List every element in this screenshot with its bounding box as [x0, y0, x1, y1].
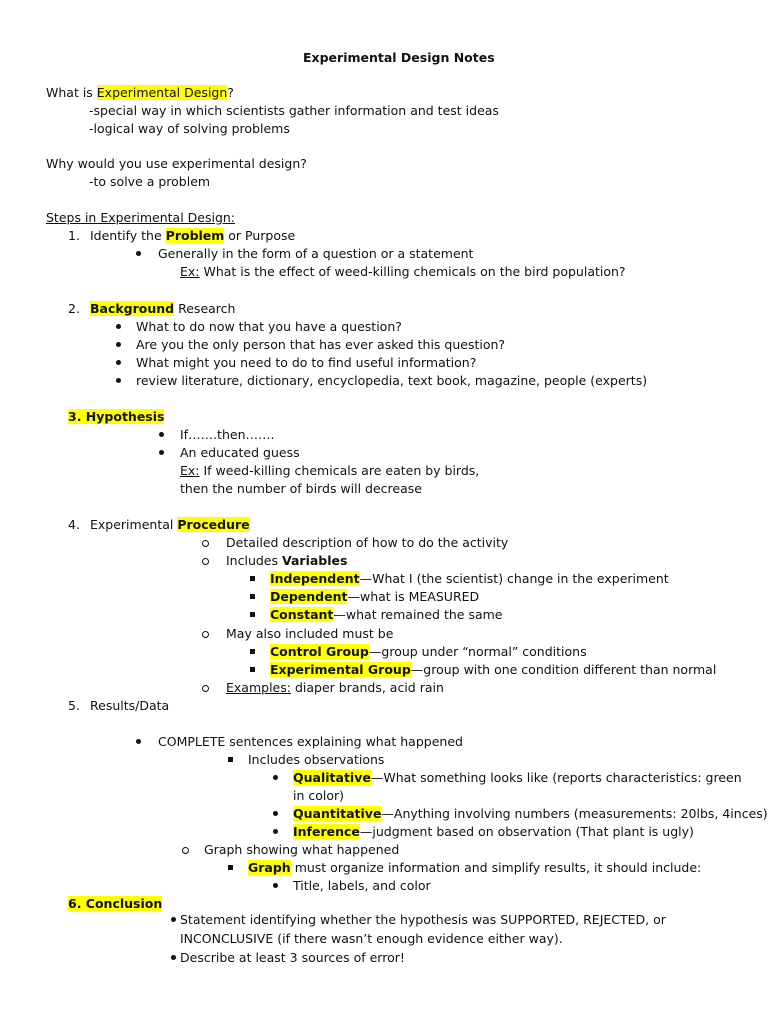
step-number: 4.	[68, 517, 80, 532]
step-number: 2.	[68, 301, 80, 316]
list-item: Examples: diaper brands, acid rain	[226, 680, 444, 695]
answer-line: -to solve a problem	[89, 174, 211, 189]
list-item: If…….then…….	[180, 427, 275, 442]
highlight-conclusion: 6. Conclusion	[68, 896, 163, 911]
example-line: then the number of birds will decrease	[180, 481, 422, 496]
highlight-control-group: Control Group	[270, 644, 369, 659]
step-1-label: Identify the Problem or Purpose	[90, 228, 296, 243]
page-title: Experimental Design Notes	[303, 50, 495, 65]
example-line: Ex: What is the effect of weed-killing chemicals on the bird population?	[180, 264, 626, 279]
step-5-label: Results/Data	[90, 698, 170, 713]
highlight-experimental-design: Experimental Design	[96, 85, 228, 100]
example-line: Ex: If weed-killing chemicals are eaten by birds,	[180, 463, 480, 478]
bullet-icon	[273, 883, 278, 888]
circle-bullet-icon	[202, 685, 209, 692]
list-item: Describe at least 3 sources of error!	[180, 950, 405, 965]
list-item: May also included must be	[226, 626, 394, 641]
highlight-procedure: Procedure	[177, 517, 250, 532]
bullet-icon	[273, 775, 278, 780]
list-item: Includes Variables	[226, 553, 348, 568]
square-bullet-icon	[250, 612, 255, 617]
step-2-label: Background Research	[90, 301, 236, 316]
list-item: Generally in the form of a question or a statement	[158, 246, 474, 261]
step-6-label	[68, 895, 162, 912]
observation-item-cont: in color)	[293, 788, 345, 803]
answer-line: -special way in which scientists gather information and test ideas	[89, 103, 499, 118]
list-item: Statement identifying whether the hypothesis was SUPPORTED, REJECTED, or	[180, 912, 666, 927]
highlight-qualitative: Qualitative	[293, 770, 371, 785]
bullet-icon	[171, 955, 176, 960]
highlight-constant: Constant	[270, 607, 334, 622]
highlight-quantitative: Quantitative	[293, 806, 382, 821]
list-item: Graph showing what happened	[204, 842, 400, 857]
step-number: 1.	[68, 228, 80, 243]
highlight-dependent: Dependent	[270, 589, 348, 604]
highlight-experimental-group: Experimental Group	[270, 662, 411, 677]
list-item: COMPLETE sentences explaining what happened	[158, 734, 463, 749]
steps-heading: Steps in Experimental Design:	[46, 210, 236, 225]
observation-item: Inference—judgment based on observation (That plant is ugly)	[293, 824, 694, 839]
bullet-icon	[136, 739, 141, 744]
circle-bullet-icon	[202, 631, 209, 638]
bullet-icon	[116, 378, 121, 383]
observation-item: Quantitative—Anything involving numbers (measurements: 20lbs, 4inces)	[293, 806, 768, 821]
bullet-icon	[273, 829, 278, 834]
circle-bullet-icon	[202, 558, 209, 565]
highlight-inference: Inference	[293, 824, 360, 839]
highlight-problem: Problem	[165, 228, 225, 243]
list-item: Includes observations	[248, 752, 385, 767]
square-bullet-icon	[250, 649, 255, 654]
list-item: review literature, dictionary, encyclopedia, text book, magazine, people (experts)	[136, 373, 648, 388]
bullet-icon	[116, 360, 121, 365]
bullet-icon	[159, 432, 164, 437]
list-item-cont: INCONCLUSIVE (if there wasn’t enough evidence either way).	[180, 931, 563, 946]
bullet-icon	[159, 450, 164, 455]
highlight-hypothesis: 3. Hypothesis	[68, 409, 165, 424]
answer-line: -logical way of solving problems	[89, 121, 290, 136]
highlight-independent: Independent	[270, 571, 360, 586]
bullet-icon	[171, 917, 176, 922]
step-4-label: Experimental Procedure	[90, 517, 250, 532]
question-why: Why would you use experimental design?	[46, 156, 307, 171]
square-bullet-icon	[250, 576, 255, 581]
bullet-icon	[273, 811, 278, 816]
list-item: What to do now that you have a question?	[136, 319, 402, 334]
graph-item: Graph must organize information and simplify results, it should include:	[248, 860, 702, 875]
highlight-graph: Graph	[248, 860, 291, 875]
variable-item: Dependent—what is MEASURED	[270, 589, 480, 604]
variable-item: Constant—what remained the same	[270, 607, 503, 622]
circle-bullet-icon	[182, 847, 189, 854]
observation-item: Qualitative—What something looks like (reports characteristics: green	[293, 770, 742, 785]
circle-bullet-icon	[202, 540, 209, 547]
list-item: Detailed description of how to do the activity	[226, 535, 509, 550]
group-item: Experimental Group—group with one condition different than normal	[270, 662, 717, 677]
list-item: What might you need to do to find useful information?	[136, 355, 477, 370]
highlight-background: Background	[90, 301, 175, 316]
square-bullet-icon	[250, 667, 255, 672]
list-item: Title, labels, and color	[293, 878, 431, 893]
bullet-icon	[136, 251, 141, 256]
group-item: Control Group—group under “normal” conditions	[270, 644, 587, 659]
square-bullet-icon	[250, 594, 255, 599]
bullet-icon	[116, 324, 121, 329]
step-3-label	[68, 408, 164, 425]
list-item: Are you the only person that has ever asked this question?	[136, 337, 506, 352]
list-item: An educated guess	[180, 445, 300, 460]
square-bullet-icon	[228, 865, 233, 870]
question-what-is: What is Experimental Design?	[46, 85, 234, 100]
bullet-icon	[116, 342, 121, 347]
square-bullet-icon	[228, 757, 233, 762]
step-number: 5.	[68, 698, 80, 713]
variable-item: Independent—What I (the scientist) change in the experiment	[270, 571, 669, 586]
